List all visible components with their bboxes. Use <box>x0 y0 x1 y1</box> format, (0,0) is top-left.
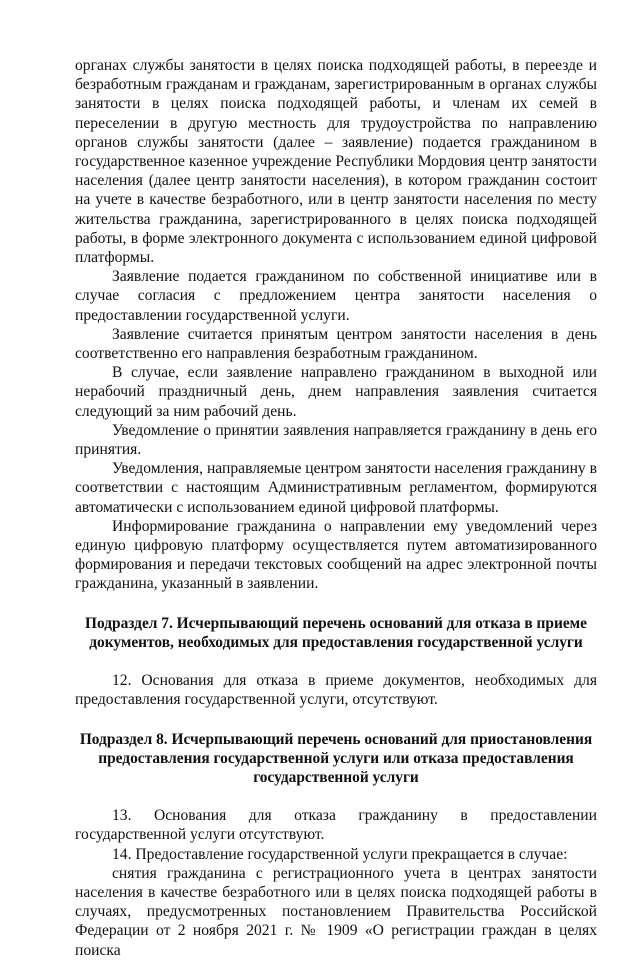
paragraph-application-accepted: Заявление считается принятым центром занятости населения в день соответственно его направления безработным гражданином. <box>75 325 597 363</box>
paragraph-holiday-rule: В случае, если заявление направлено гражданином в выходной или нерабочий праздничный день, днем направления заявления считается следующий за ним рабочий день. <box>75 364 597 420</box>
section-8-heading: Подраздел 8. Исчерпывающий перечень оснований для приостановления предоставления государственной услуги или отказа предоставления государственной услуги <box>79 730 593 786</box>
spacer <box>75 710 597 730</box>
paragraph-notice-of-acceptance: Уведомление о принятии заявления направляется гражданину в день его принятия. <box>75 421 597 459</box>
paragraph-continuation: органах службы занятости в целях поиска подходящей работы, в переезде и безработным гражданам и гражданам, зарегистрированным в органах службы занятости в целях поиска подходящей работы, и членам их семей в переселении в другую местность для трудоустройства по направлению органов службы занятости (далее – заявление) подается гражданином в государственное казенное учреждение Республики Мордовия центр занятости населения (далее центр занятости населения), в котором гражданин состоит на учете в качестве безработного, или в центр занятости населения по месту жительства гражданина, зарегистрированного в целях поиска подходящей работы, в форме электронного документа с использованием единой цифровой платформы. <box>75 57 597 267</box>
spacer <box>75 787 597 806</box>
spacer <box>75 594 597 614</box>
paragraph-14: 14. Предоставление государственной услуги прекращается в случае: <box>112 845 568 863</box>
paragraph-informing: Информирование гражданина о направлении ему уведомлений через единую цифровую платформу осуществляется путем автоматизированного формирования и передачи текстовых сообщений на адрес электронной почты гражданина, указанный в заявлении. <box>75 517 597 593</box>
paragraph-notifications: Уведомления, направляемые центром занятости населения гражданину в соответствии с настоящим Административным регламентом, формируются автоматически с использованием единой цифровой платформы. <box>75 460 597 516</box>
spacer <box>75 652 597 671</box>
document-page <box>75 56 597 960</box>
paragraph-12: 12. Основания для отказа в приеме документов, необходимых для предоставления государственной услуги, отсутствуют. <box>75 672 597 709</box>
paragraph-deregistration: снятия гражданина с регистрационного учета в центрах занятости населения в качестве безработного или в целях поиска подходящей работы в случаях, предусмотренных постановлением Правительства Российской Федерации от 2 ноября 2021 г. № 1909 «О регистрации граждан в целях поиска <box>75 864 597 959</box>
paragraph-application-initiative: Заявление подается гражданином по собственной инициативе или в случае согласия с предложением центра занятости населения о предоставлении государственной услуги. <box>75 268 597 324</box>
section-7-heading: Подраздел 7. Исчерпывающий перечень оснований для отказа в приеме документов, необходимых для предоставления государственной услуги <box>85 614 587 651</box>
paragraph-13: 13. Основания для отказа гражданину в предоставлении государственной услуги отсутствуют. <box>75 807 597 844</box>
